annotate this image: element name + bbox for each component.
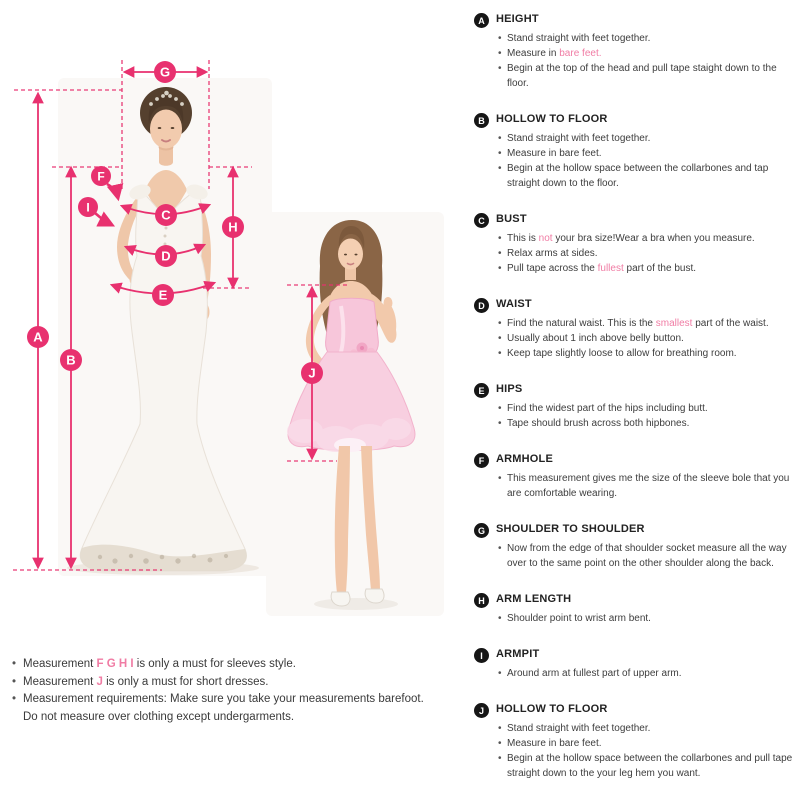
instruction-item bbox=[498, 161, 796, 191]
instruction-item bbox=[498, 261, 755, 276]
svg-text:E: E bbox=[158, 287, 168, 303]
svg-text:H: H bbox=[228, 219, 238, 235]
measurement-section bbox=[474, 452, 796, 501]
letter-badge: J bbox=[474, 703, 489, 718]
measurement-section bbox=[474, 112, 796, 191]
footnote-line bbox=[12, 674, 464, 692]
section-content bbox=[496, 522, 796, 571]
svg-text:C: C bbox=[161, 207, 171, 223]
badge-i bbox=[78, 197, 98, 217]
section-content bbox=[496, 297, 769, 361]
section-content bbox=[496, 452, 796, 501]
plain-text: Relax arms at sides. bbox=[507, 248, 598, 259]
highlighted-text: F G H I bbox=[96, 658, 134, 670]
instruction-item bbox=[498, 721, 796, 736]
plain-text: This is bbox=[507, 233, 539, 244]
footnotes bbox=[12, 656, 464, 726]
instruction-list bbox=[496, 471, 796, 501]
letter-badge: F bbox=[474, 453, 489, 468]
svg-text:G: G bbox=[159, 64, 171, 80]
letter-badge: D bbox=[474, 298, 489, 313]
plain-text: Begin at the top of the head and pull tape staight down to the floor. bbox=[507, 63, 777, 89]
highlighted-text: smallest bbox=[655, 318, 693, 329]
instruction-list bbox=[496, 231, 755, 276]
svg-text:A: A bbox=[33, 329, 43, 345]
instruction-item bbox=[498, 471, 796, 501]
svg-text:J: J bbox=[308, 365, 316, 381]
plain-text: Measurement requirements: Make sure you take your measurements barefoot. bbox=[23, 693, 424, 705]
plain-text: part of the bust. bbox=[623, 263, 696, 274]
instruction-item bbox=[498, 416, 708, 431]
measurement-section bbox=[474, 702, 796, 781]
plain-text: your bra size!Wear a bra when you measure. bbox=[552, 233, 755, 244]
measurement-section bbox=[474, 522, 796, 571]
measurement-section bbox=[474, 382, 796, 431]
instruction-item bbox=[498, 146, 796, 161]
measurement-title: WAIST bbox=[496, 298, 532, 310]
section-content bbox=[496, 647, 682, 681]
instruction-list bbox=[496, 401, 708, 431]
plain-text: Stand straight with feet together. bbox=[507, 133, 651, 144]
measurement-section bbox=[474, 12, 796, 91]
badge-d bbox=[155, 245, 177, 267]
plain-text: Now from the edge of that shoulder socket measure all the way over to the same point on the other shoulder along the back. bbox=[507, 543, 787, 569]
instruction-list bbox=[496, 666, 682, 681]
measurement-title: ARMPIT bbox=[496, 648, 540, 660]
measurement-title: ARM LENGTH bbox=[496, 593, 572, 605]
instruction-item bbox=[498, 61, 796, 91]
plain-text: Find the widest part of the hips including butt. bbox=[507, 403, 708, 414]
footnote-line bbox=[12, 709, 464, 727]
instruction-item bbox=[498, 666, 682, 681]
instruction-item bbox=[498, 736, 796, 751]
section-content bbox=[496, 12, 796, 91]
plain-text: Find the natural waist. This is the bbox=[507, 318, 656, 329]
plain-text: Pull tape across the bbox=[507, 263, 598, 274]
section-content bbox=[496, 212, 755, 276]
footnote-line bbox=[12, 691, 464, 709]
instruction-item bbox=[498, 346, 769, 361]
badge-g bbox=[154, 61, 176, 83]
instruction-item bbox=[498, 316, 769, 331]
diagram-canvas bbox=[0, 0, 470, 645]
measurement-title: HIPS bbox=[496, 383, 523, 395]
highlighted-text: fullest bbox=[597, 263, 624, 274]
instruction-item bbox=[498, 31, 796, 46]
section-content bbox=[496, 592, 651, 626]
letter-badge: G bbox=[474, 523, 489, 538]
svg-text:I: I bbox=[86, 200, 90, 215]
letter-badge: A bbox=[474, 13, 489, 28]
measurement-section bbox=[474, 297, 796, 361]
measurement-section bbox=[474, 592, 796, 626]
plain-text: Measurement bbox=[23, 675, 97, 688]
highlighted-text: not bbox=[538, 233, 553, 244]
plain-text: is only a must for sleeves style. bbox=[133, 658, 296, 670]
badge-c bbox=[155, 204, 177, 226]
plain-text: Measure in bbox=[507, 48, 560, 59]
instruction-list bbox=[496, 316, 769, 361]
highlighted-text: bare feet. bbox=[559, 48, 602, 59]
badge-b bbox=[60, 349, 82, 371]
instruction-list bbox=[496, 541, 796, 571]
letter-badge: B bbox=[474, 113, 489, 128]
measurement-diagram bbox=[0, 0, 470, 645]
plain-text: Around arm at fullest part of upper arm. bbox=[507, 668, 682, 679]
measurement-title: HOLLOW TO FLOOR bbox=[496, 113, 608, 125]
svg-text:B: B bbox=[66, 352, 76, 368]
plain-text: Stand straight with feet together. bbox=[507, 33, 651, 44]
measurement-title: HEIGHT bbox=[496, 13, 539, 25]
plain-text: Usually about 1 inch above belly button. bbox=[507, 333, 684, 344]
instruction-item bbox=[498, 401, 708, 416]
plain-text: Begin at the hollow space between the collarbones and pull tape straight down to the your leg hem you want. bbox=[507, 753, 793, 779]
measurement-section bbox=[474, 212, 796, 276]
highlighted-text: J bbox=[96, 675, 103, 688]
plain-text: Stand straight with feet together. bbox=[507, 723, 651, 734]
plain-text: This measurement gives me the size of the sleeve bole that you are comfortable wearing. bbox=[507, 473, 790, 499]
svg-text:D: D bbox=[161, 248, 171, 264]
section-content bbox=[496, 382, 708, 431]
section-content bbox=[496, 112, 796, 191]
letter-badge: C bbox=[474, 213, 489, 228]
measurement-section bbox=[474, 647, 796, 681]
measurement-title: BUST bbox=[496, 213, 527, 225]
plain-text: Begin at the hollow space between the collarbones and tap straight down to the floor. bbox=[507, 163, 769, 189]
letter-badge: E bbox=[474, 383, 489, 398]
measurement-title: HOLLOW TO FLOOR bbox=[496, 703, 608, 715]
instruction-list bbox=[496, 721, 796, 781]
instruction-item bbox=[498, 611, 651, 626]
badge-h bbox=[222, 216, 244, 238]
instructions-column bbox=[474, 12, 796, 800]
instruction-item bbox=[498, 751, 796, 781]
badge-f bbox=[91, 166, 111, 186]
plain-text: part of the waist. bbox=[692, 318, 769, 329]
plain-text: Measure in bare feet. bbox=[507, 738, 602, 749]
measurement-title: ARMHOLE bbox=[496, 453, 554, 465]
footnote-line bbox=[12, 656, 464, 674]
instruction-list bbox=[496, 131, 796, 191]
plain-text: Measurement bbox=[23, 658, 97, 670]
plain-text: Measure in bare feet. bbox=[507, 148, 602, 159]
instruction-item bbox=[498, 231, 755, 246]
instruction-item bbox=[498, 331, 769, 346]
badge-a bbox=[27, 326, 49, 348]
section-content bbox=[496, 702, 796, 781]
badge-e bbox=[152, 284, 174, 306]
instruction-list bbox=[496, 611, 651, 626]
instruction-item bbox=[498, 131, 796, 146]
measurement-title: SHOULDER TO SHOULDER bbox=[496, 523, 645, 535]
plain-text: Do not measure over clothing except undergarments. bbox=[23, 710, 295, 723]
instruction-item bbox=[498, 46, 796, 61]
plain-text: Shoulder point to wrist arm bent. bbox=[507, 613, 651, 624]
plain-text: is only a must for short dresses. bbox=[102, 675, 269, 688]
instruction-item bbox=[498, 541, 796, 571]
badge-j bbox=[301, 362, 323, 384]
letter-badge: I bbox=[474, 648, 489, 663]
plain-text: Tape should brush across both hipbones. bbox=[507, 418, 690, 429]
svg-text:F: F bbox=[97, 169, 105, 184]
instruction-list bbox=[496, 31, 796, 91]
letter-badge: H bbox=[474, 593, 489, 608]
instruction-item bbox=[498, 246, 755, 261]
plain-text: Keep tape slightly loose to allow for breathing room. bbox=[507, 348, 737, 359]
